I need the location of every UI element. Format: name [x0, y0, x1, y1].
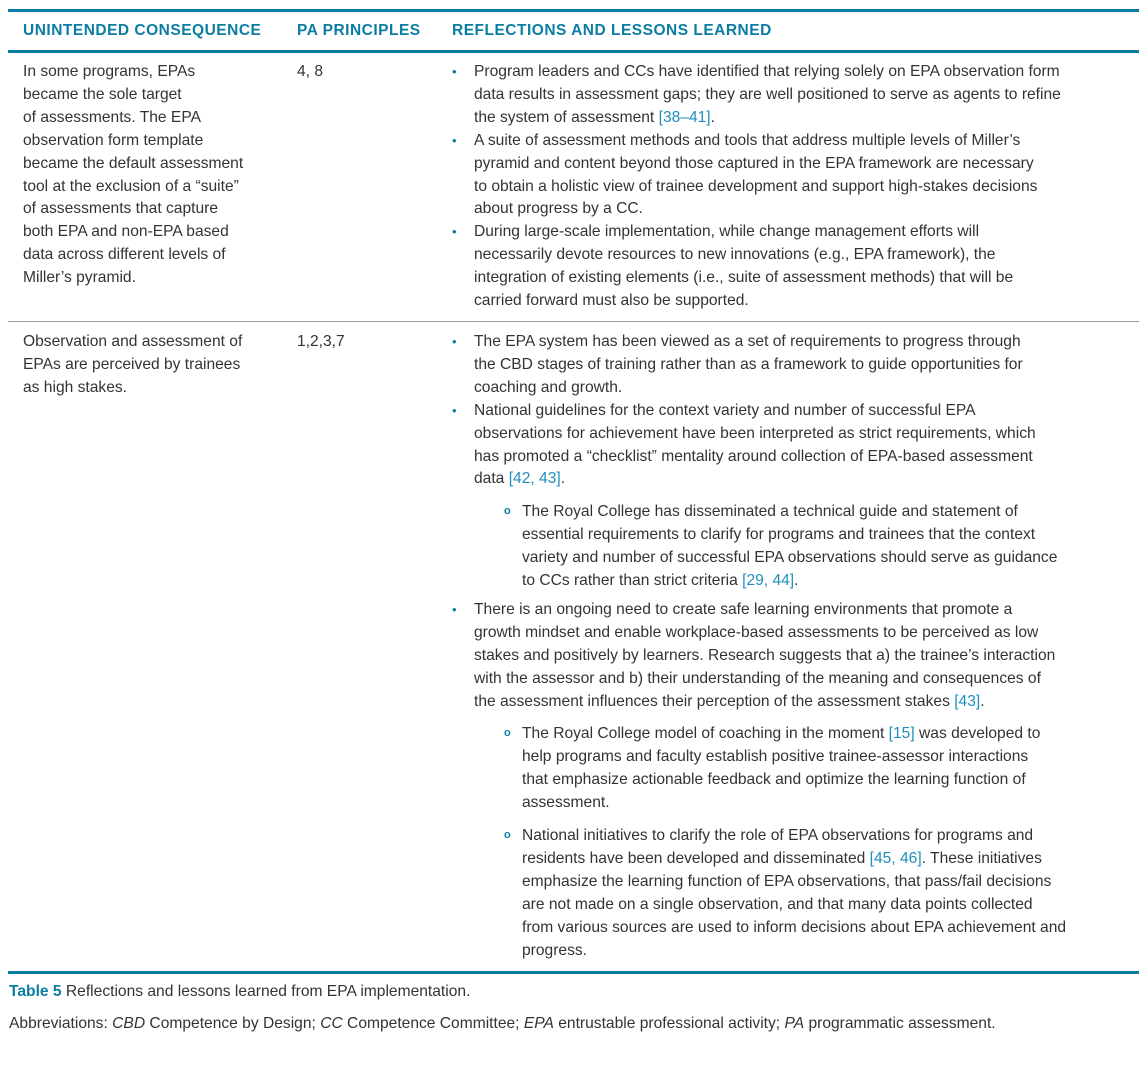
text-line: [474, 290, 1139, 313]
text-line: [474, 61, 1139, 84]
abbreviation-definition: Competence by Design;: [145, 1015, 321, 1032]
abbreviation-term: EPA: [523, 1015, 554, 1032]
text-line: [474, 176, 1139, 199]
text-line: became the default assessment: [23, 154, 244, 172]
text-line: [474, 221, 1139, 244]
text-segment: .: [794, 572, 799, 590]
text-segment: has promoted a “checklist” mentality around collection of EPA-based assessment: [474, 447, 1033, 465]
abbreviation-term: CC: [320, 1015, 343, 1032]
text-segment: progress.: [522, 941, 588, 959]
header-reflections: REFLECTIONS AND LESSONS LEARNED: [452, 22, 772, 39]
text-line: data across different levels of: [23, 246, 226, 264]
text-segment: necessarily devote resources to new innovations (e.g., EPA framework), the: [474, 246, 996, 264]
text-line: [474, 622, 1139, 645]
text-line: [474, 377, 1139, 400]
text-line: [522, 547, 1139, 570]
text-segment: National guidelines for the context variety and number of successful EPA: [474, 401, 976, 419]
text-segment: carried forward must also be supported.: [474, 292, 749, 310]
text-segment: the assessment influences their perception of the assessment stakes: [474, 692, 955, 710]
abbreviations: [9, 1011, 1089, 1036]
citation-link[interactable]: [43]: [954, 692, 981, 710]
text-segment: . These initiatives: [921, 850, 1042, 867]
text-line: of assessments that capture: [23, 200, 219, 218]
text-segment: pyramid and content beyond those captured in the EPA framework are necessary: [474, 154, 1034, 172]
caption-text: Reflections and lessons learned from EPA implementation.: [61, 983, 471, 1000]
text-segment: integration of existing elements (i.e., suite of assessment methods) that will be: [474, 269, 1014, 287]
text-segment: assessment.: [522, 794, 610, 812]
sub-bullet-item: [452, 825, 1139, 962]
unintended-consequence-cell: [23, 331, 288, 400]
sub-bullet-item: [452, 501, 1139, 593]
text-line: Miller’s pyramid.: [23, 269, 136, 287]
text-segment: A suite of assessment methods and tools that address multiple levels of Miller’s: [474, 131, 1021, 149]
table-header: [8, 12, 1139, 50]
text-line: [522, 501, 1139, 524]
text-segment: essential requirements to clarify for programs and trainees that the context: [522, 526, 1036, 544]
bullet-item: [452, 130, 1139, 222]
text-line: [474, 153, 1139, 176]
text-segment: National initiatives to clarify the role of EPA observations for programs and: [522, 827, 1034, 845]
citation-link[interactable]: [38–41]: [658, 108, 711, 126]
citation-link[interactable]: [45, 46]: [869, 850, 922, 867]
text-segment: variety and number of successful EPA observations should serve as guidance: [522, 549, 1058, 567]
text-segment: help programs and faculty establish positive trainee-assessor interactions: [522, 748, 1029, 766]
text-segment: are not made on a single observation, and that many data points collected: [522, 895, 1033, 913]
text-segment: The EPA system has been viewed as a set of requirements to progress through: [474, 332, 1021, 350]
reflections-cell: [452, 61, 1139, 313]
bullet-item: [452, 331, 1139, 400]
text-segment: coaching and growth.: [474, 378, 623, 396]
text-segment: The Royal College model of coaching in the moment: [522, 725, 889, 743]
text-line: both EPA and non-EPA based: [23, 223, 229, 241]
bullet-icon: •: [452, 224, 457, 240]
table-caption: [9, 980, 470, 1004]
text-line: [474, 668, 1139, 691]
text-line: [522, 769, 1139, 792]
text-segment: to CCs rather than strict criteria: [522, 572, 743, 590]
text-line: [522, 746, 1139, 769]
text-segment: that emphasize actionable feedback and optimize the learning function of: [522, 771, 1026, 789]
text-segment: stakes and positively by learners. Research suggests that a) the trainee’s interaction: [474, 646, 1056, 664]
text-segment: from various sources are used to inform decisions about EPA achievement and: [522, 918, 1067, 936]
pa-principles-cell: 4, 8: [297, 63, 324, 80]
citation-link[interactable]: [15]: [888, 725, 915, 743]
bullet-item: [452, 221, 1139, 313]
text-line: [474, 468, 1139, 491]
text-line: [522, 894, 1139, 917]
text-line: of assessments. The EPA: [23, 108, 201, 126]
sub-bullet-icon: o: [504, 505, 511, 518]
text-line: [474, 84, 1139, 107]
text-line: [522, 524, 1139, 547]
table-row: [8, 322, 1139, 971]
abbreviation-term: CBD: [112, 1015, 146, 1032]
text-line: [522, 792, 1139, 815]
sub-bullet-icon: o: [504, 727, 511, 740]
text-line: [522, 940, 1139, 963]
citation-link[interactable]: [42, 43]: [508, 470, 561, 488]
text-line: tool at the exclusion of a “suite”: [23, 177, 239, 195]
bullet-item: [452, 61, 1139, 130]
abbreviation-definition: entrustable professional activity;: [553, 1015, 785, 1032]
abbreviation-definition: Competence Committee;: [342, 1015, 524, 1032]
bullet-icon: •: [452, 132, 457, 148]
caption-label: Table 5: [9, 983, 62, 1000]
table-bottom-rule: [8, 971, 1139, 974]
text-line: [474, 354, 1139, 377]
sub-bullet-icon: o: [504, 829, 511, 842]
table-row: [8, 53, 1139, 321]
text-segment: about progress by a CC.: [474, 200, 644, 218]
text-line: as high stakes.: [23, 378, 128, 396]
abbreviation-term: PA: [784, 1015, 805, 1032]
text-line: [474, 446, 1139, 469]
text-segment: the system of assessment: [474, 108, 659, 126]
text-segment: There is an ongoing need to create safe learning environments that promote a: [474, 600, 1013, 618]
bullet-icon: •: [452, 601, 457, 617]
text-line: [522, 848, 1139, 871]
text-segment: data: [474, 470, 509, 488]
text-line: [474, 331, 1139, 354]
text-line: observation form template: [23, 131, 204, 149]
text-line: [474, 267, 1139, 290]
text-segment: residents have been developed and disseminated: [522, 850, 870, 867]
text-segment: with the assessor and b) their understanding of the meaning and consequences of: [474, 669, 1041, 687]
bullet-icon: •: [452, 333, 457, 349]
text-segment: During large-scale implementation, while change management efforts will: [474, 223, 980, 241]
reflections-table: [8, 9, 1139, 974]
header-pa-principles: PA PRINCIPLES: [297, 22, 421, 39]
bullet-icon: •: [452, 64, 457, 79]
citation-link[interactable]: [29, 44]: [742, 572, 795, 590]
sub-bullet-item: [452, 723, 1139, 815]
text-line: [474, 198, 1139, 221]
text-line: [474, 645, 1139, 668]
text-line: [522, 917, 1139, 940]
text-segment: Program leaders and CCs have identified that relying solely on EPA observation form: [474, 63, 1060, 80]
text-line: Observation and assessment of: [23, 332, 243, 350]
text-segment: .: [980, 692, 985, 710]
text-segment: growth mindset and enable workplace-based assessments to be perceived as low: [474, 623, 1039, 641]
text-segment: data results in assessment gaps; they are well positioned to serve as agents to refine: [474, 85, 1061, 103]
bullet-item: [452, 400, 1139, 492]
pa-principles-cell: 1,2,3,7: [297, 332, 345, 350]
text-line: In some programs, EPAs: [23, 63, 196, 80]
text-segment: was developed to: [914, 725, 1041, 743]
header-unintended-consequence: UNINTENDED CONSEQUENCE: [23, 22, 262, 39]
text-segment: emphasize the learning function of EPA observations, that pass/fail decisions: [522, 872, 1052, 890]
text-segment: the CBD stages of training rather than as a framework to guide opportunities for: [474, 355, 1023, 373]
text-segment: .: [710, 108, 715, 126]
unintended-consequence-cell: [23, 61, 288, 290]
bullet-icon: •: [452, 402, 457, 418]
text-segment: to obtain a holistic view of trainee development and support high-stakes decisions: [474, 177, 1038, 195]
text-segment: The Royal College has disseminated a technical guide and statement of: [522, 503, 1018, 521]
text-line: EPAs are perceived by trainees: [23, 355, 241, 373]
text-line: [474, 691, 1139, 714]
text-line: [522, 570, 1139, 593]
text-line: [522, 825, 1139, 848]
text-line: [474, 400, 1139, 423]
text-line: [474, 423, 1139, 446]
bullet-item: [452, 599, 1139, 714]
text-line: became the sole target: [23, 85, 182, 103]
text-line: [474, 599, 1139, 622]
text-line: [474, 244, 1139, 267]
text-segment: .: [560, 470, 566, 488]
abbreviations-prefix: Abbreviations:: [9, 1015, 113, 1032]
text-line: [474, 130, 1139, 153]
text-line: [522, 871, 1139, 894]
text-line: [474, 107, 1139, 130]
abbreviation-definition: programmatic assessment.: [804, 1015, 996, 1032]
text-line: [522, 723, 1139, 746]
reflections-cell: [452, 331, 1139, 963]
text-segment: observations for achievement have been interpreted as strict requirements, which: [474, 424, 1036, 442]
